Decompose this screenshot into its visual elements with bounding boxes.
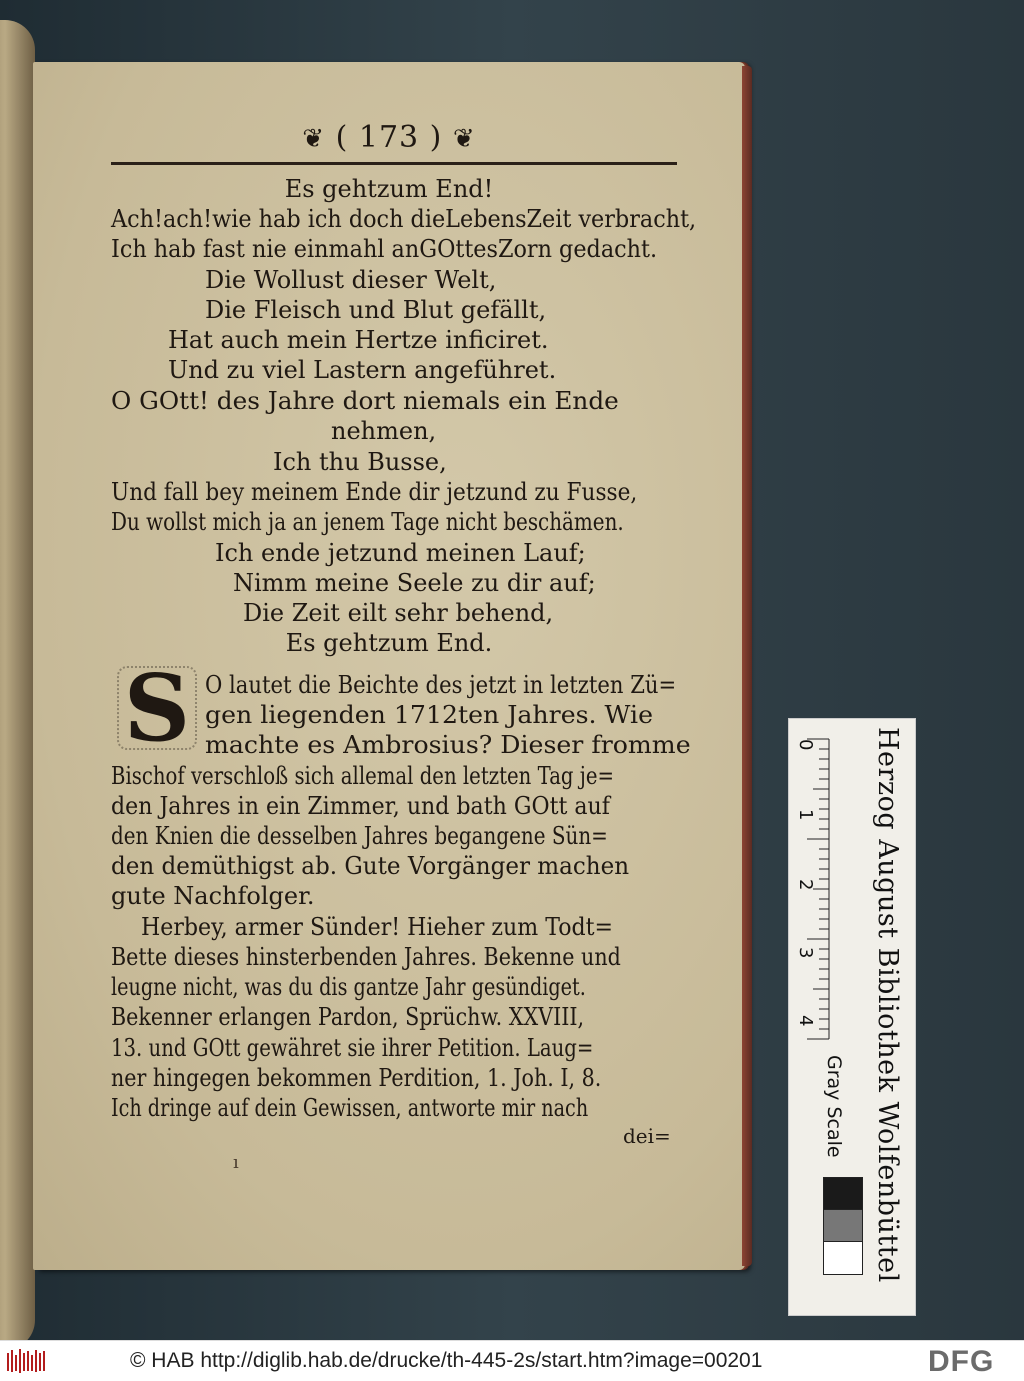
poem-line: O GOtt! des Jahre dort niemals ein Ende [111, 387, 619, 415]
prose-line: Ich dringe auf dein Gewissen, antworte mir nach [111, 1094, 589, 1122]
prose-line: gen liegenden 1712ten Jahres. Wie [205, 701, 653, 729]
dfg-logo: DFG [928, 1345, 995, 1378]
prose-line: machte es Ambrosius? Dieser fromme [205, 731, 691, 759]
prose-line: leugne nicht, was du dis gantze Jahr gesündiget. [111, 973, 586, 1001]
prose-line: Bette dieses hinsterbenden Jahres. Bekenne und [111, 943, 621, 971]
poem-line: Und zu viel Lastern angeführet. [168, 356, 557, 384]
gray-scale-label: Gray Scale [823, 1055, 845, 1158]
poem-line: Nimm meine Seele zu dir auf; [233, 569, 596, 597]
poem-line: nehmen, [331, 417, 437, 445]
poem-line: Es gehtzum End. [285, 629, 493, 657]
footer-bar [0, 1340, 1024, 1381]
poem-line: Ich hab fast nie einmahl anGOttesZorn gedacht. [111, 235, 658, 263]
prose-line: den demüthigst ab. Gute Vorgänger machen [111, 852, 630, 880]
prose-line: Herbey, armer Sünder! Hieher zum Todt= [141, 913, 614, 941]
poem-line: Hat auch mein Hertze inficiret. [168, 326, 549, 354]
scale-ruler [788, 718, 916, 1316]
facing-page-edge [0, 20, 35, 1340]
poem-line: Und fall bey meinem Ende dir jetzund zu Fusse, [111, 478, 638, 506]
bottom-mark: ı [233, 1152, 239, 1173]
poem-line: Die Zeit eilt sehr behend, [243, 599, 554, 627]
ruler-number: 3 [795, 947, 816, 959]
library-name: Herzog August Bibliothek Wolfenbüttel [872, 727, 903, 1283]
prose-line: gute Nachfolger. [111, 882, 315, 910]
prose-line: den Jahres in ein Zimmer, und bath GOtt auf [111, 792, 610, 820]
header-rule [111, 162, 677, 165]
page-header [33, 120, 745, 155]
prose-line: ner hingegen bekommen Perdition, 1. Joh. I, 8. [111, 1064, 602, 1092]
poem-line: Ach!ach!wie hab ich doch dieLebensZeit verbracht, [111, 205, 697, 233]
page-number: ( 173 ) [335, 120, 443, 155]
prose-line: Bischof verschloß sich allemal den letzten Tag je= [111, 762, 615, 790]
prose-line: O lautet die Beichte des jetzt in letzten Zü= [205, 671, 677, 699]
ruler-number: 0 [795, 739, 816, 751]
drop-cap: S [113, 662, 201, 754]
ruler-number: 1 [795, 809, 816, 821]
footer-copyright-url[interactable]: © HAB http://diglib.hab.de/drucke/th-445-2s/start.htm?image=00201 [130, 1349, 763, 1372]
hab-logo-icon [6, 1347, 48, 1375]
catchword: dei= [623, 1124, 671, 1148]
prose-line: 13. und GOtt gewähret sie ihrer Petition. Laug= [111, 1034, 594, 1062]
prose-line: Bekenner erlangen Pardon, Sprüchw. XXVIII, [111, 1003, 585, 1031]
poem-line: Die Wollust dieser Welt, [205, 266, 497, 294]
page-edge [742, 66, 752, 1266]
poem-line: Ich ende jetzund meinen Lauf; [215, 539, 586, 567]
prose-line: den Knien die desselben Jahres begangene Sün= [111, 822, 608, 850]
book-page [33, 62, 745, 1270]
ruler-number: 2 [795, 879, 816, 891]
poem-line: Du wollst mich ja an jenem Tage nicht beschämen. [111, 508, 624, 536]
poem-line: Es gehtzum End! [284, 175, 494, 203]
header-ornament-left: ❦ [302, 124, 326, 154]
ruler-number: 4 [795, 1015, 816, 1027]
poem-line: Die Fleisch und Blut gefällt, [205, 296, 547, 324]
poem-line: Ich thu Busse, [273, 448, 447, 476]
header-ornament-right: ❦ [452, 124, 476, 154]
